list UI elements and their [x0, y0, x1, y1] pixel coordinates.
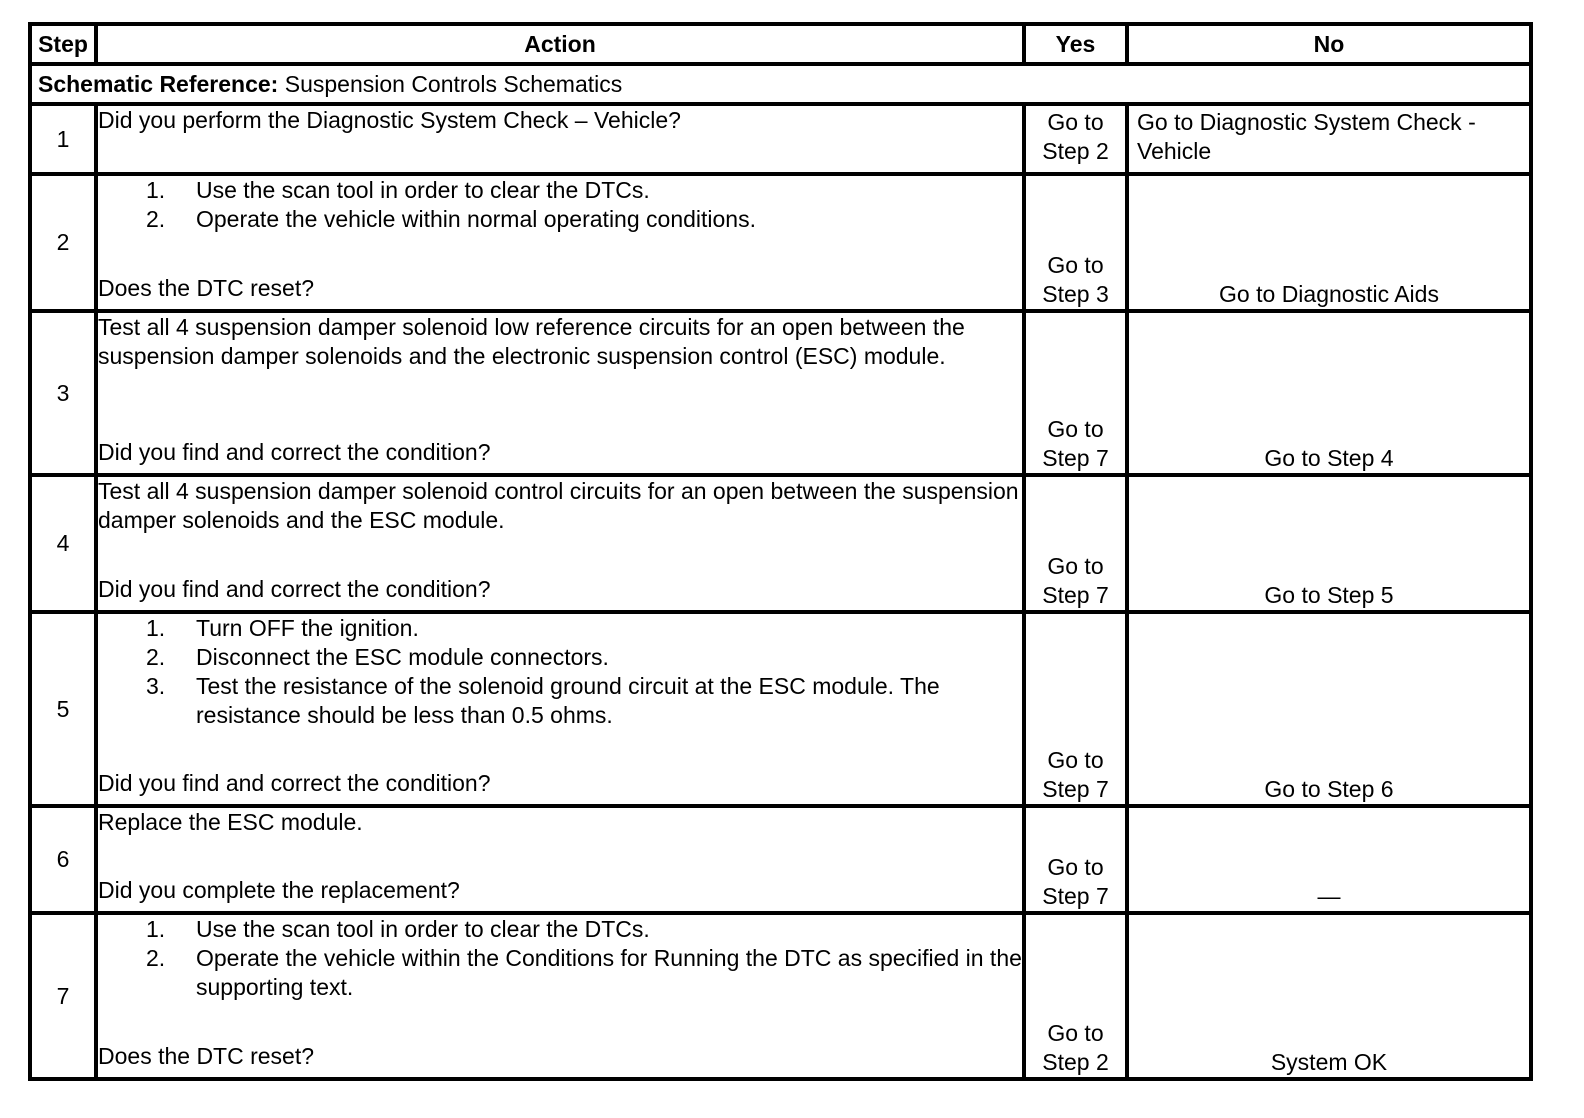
step-number: 4 [30, 475, 96, 612]
no-cell [1127, 174, 1531, 311]
yes-cell [1024, 104, 1127, 174]
no-cell [1127, 104, 1531, 174]
step-number: 7 [30, 913, 96, 1079]
yes-line: Step 7 [1042, 776, 1109, 802]
list-item-text: Turn OFF the ignition. [196, 615, 419, 641]
action-question: Did you complete the replacement? [98, 877, 460, 903]
yes-line: Go to [1047, 416, 1104, 442]
list-item-number: 2. [146, 644, 166, 670]
table-row [30, 104, 1531, 174]
action-step-list [98, 176, 1022, 234]
table-row [30, 612, 1531, 806]
table-row [30, 806, 1531, 913]
header-no: No [1127, 24, 1531, 64]
yes-line: Go to [1047, 553, 1104, 579]
list-item-text: Operate the vehicle within normal operating conditions. [196, 206, 756, 232]
yes-line: Go to [1047, 109, 1104, 135]
header-row [30, 24, 1531, 64]
list-item-number: 3. [146, 673, 166, 699]
action-text: Test all 4 suspension damper solenoid low reference circuits for an open between the suspension damper solenoids and the electronic suspension control (ESC) module. [98, 314, 965, 369]
action-question: Did you find and correct the condition? [98, 770, 491, 796]
header-action: Action [96, 24, 1024, 64]
list-item-text: Use the scan tool in order to clear the DTCs. [196, 916, 650, 942]
no-text: System OK [1270, 1049, 1388, 1075]
no-text: Go to Step 6 [1264, 776, 1394, 802]
list-item [98, 643, 1022, 672]
yes-cell [1024, 311, 1127, 475]
list-item [98, 672, 1022, 730]
yes-line: Step 7 [1042, 445, 1109, 471]
list-item-text: Use the scan tool in order to clear the DTCs. [196, 177, 650, 203]
action-text: Replace the ESC module. [98, 809, 363, 835]
action-cell [96, 311, 1024, 475]
yes-line: Step 2 [1042, 1049, 1109, 1075]
no-text: Go to Diagnostic Aids [1219, 281, 1439, 307]
yes-cell [1024, 913, 1127, 1079]
list-item-text: Operate the vehicle within the Conditions for Running the DTC as specified in the supporting text. [196, 945, 1022, 1000]
yes-line: Step 7 [1042, 883, 1109, 909]
yes-cell [1024, 174, 1127, 311]
yes-cell [1024, 806, 1127, 913]
table-row [30, 475, 1531, 612]
yes-line: Step 3 [1042, 281, 1109, 307]
diagnostic-table [28, 22, 1533, 1081]
step-number: 2 [30, 174, 96, 311]
header-step: Step [30, 24, 96, 64]
list-item-number: 1. [146, 177, 166, 203]
action-cell [96, 475, 1024, 612]
action-step-list [98, 614, 1022, 730]
schematic-reference-label: Schematic Reference: [38, 70, 279, 97]
yes-cell [1024, 475, 1127, 612]
list-item-text: Disconnect the ESC module connectors. [196, 644, 609, 670]
yes-line: Step 7 [1042, 582, 1109, 608]
schematic-reference-cell [30, 64, 1531, 104]
list-item [98, 614, 1022, 643]
no-cell [1127, 475, 1531, 612]
action-cell [96, 612, 1024, 806]
schematic-reference-value: Suspension Controls Schematics [284, 70, 623, 97]
action-question: Does the DTC reset? [98, 1043, 315, 1069]
list-item-number: 2. [146, 206, 166, 232]
list-item [98, 176, 1022, 205]
action-cell [96, 174, 1024, 311]
action-cell [96, 104, 1024, 174]
list-item [98, 944, 1022, 1002]
step-number: 6 [30, 806, 96, 913]
no-cell [1127, 311, 1531, 475]
list-item-text: Test the resistance of the solenoid ground circuit at the ESC module. The resistance should be less than 0.5 ohms. [196, 673, 940, 728]
header-yes: Yes [1024, 24, 1127, 64]
step-number: 3 [30, 311, 96, 475]
no-text: Go to Diagnostic System Check - Vehicle [1137, 109, 1476, 164]
no-cell [1127, 612, 1531, 806]
no-text: Go to Step 5 [1264, 582, 1394, 608]
schematic-reference-row [30, 64, 1531, 104]
list-item [98, 915, 1022, 944]
table-row [30, 311, 1531, 475]
no-text: Go to Step 4 [1264, 445, 1394, 471]
list-item-number: 1. [146, 615, 166, 641]
step-number: 5 [30, 612, 96, 806]
no-cell [1127, 913, 1531, 1079]
action-text: Test all 4 suspension damper solenoid control circuits for an open between the suspension damper solenoids and the ESC module. [98, 478, 1019, 533]
yes-line: Go to [1047, 252, 1104, 278]
yes-line: Step 2 [1042, 138, 1109, 164]
action-question: Did you find and correct the condition? [98, 576, 491, 602]
yes-line: Go to [1047, 1020, 1104, 1046]
table-row [30, 174, 1531, 311]
no-cell [1127, 806, 1531, 913]
action-cell [96, 913, 1024, 1079]
action-cell [96, 806, 1024, 913]
action-step-list [98, 915, 1022, 1002]
list-item-number: 1. [146, 916, 166, 942]
yes-line: Go to [1047, 747, 1104, 773]
table-row [30, 913, 1531, 1079]
list-item [98, 205, 1022, 234]
action-text: Did you perform the Diagnostic System Check – Vehicle? [98, 107, 681, 133]
yes-line: Go to [1047, 854, 1104, 880]
step-number: 1 [30, 104, 96, 174]
action-question: Does the DTC reset? [98, 275, 315, 301]
no-text: — [1317, 883, 1341, 909]
yes-cell [1024, 612, 1127, 806]
list-item-number: 2. [146, 945, 166, 971]
action-question: Did you find and correct the condition? [98, 439, 491, 465]
